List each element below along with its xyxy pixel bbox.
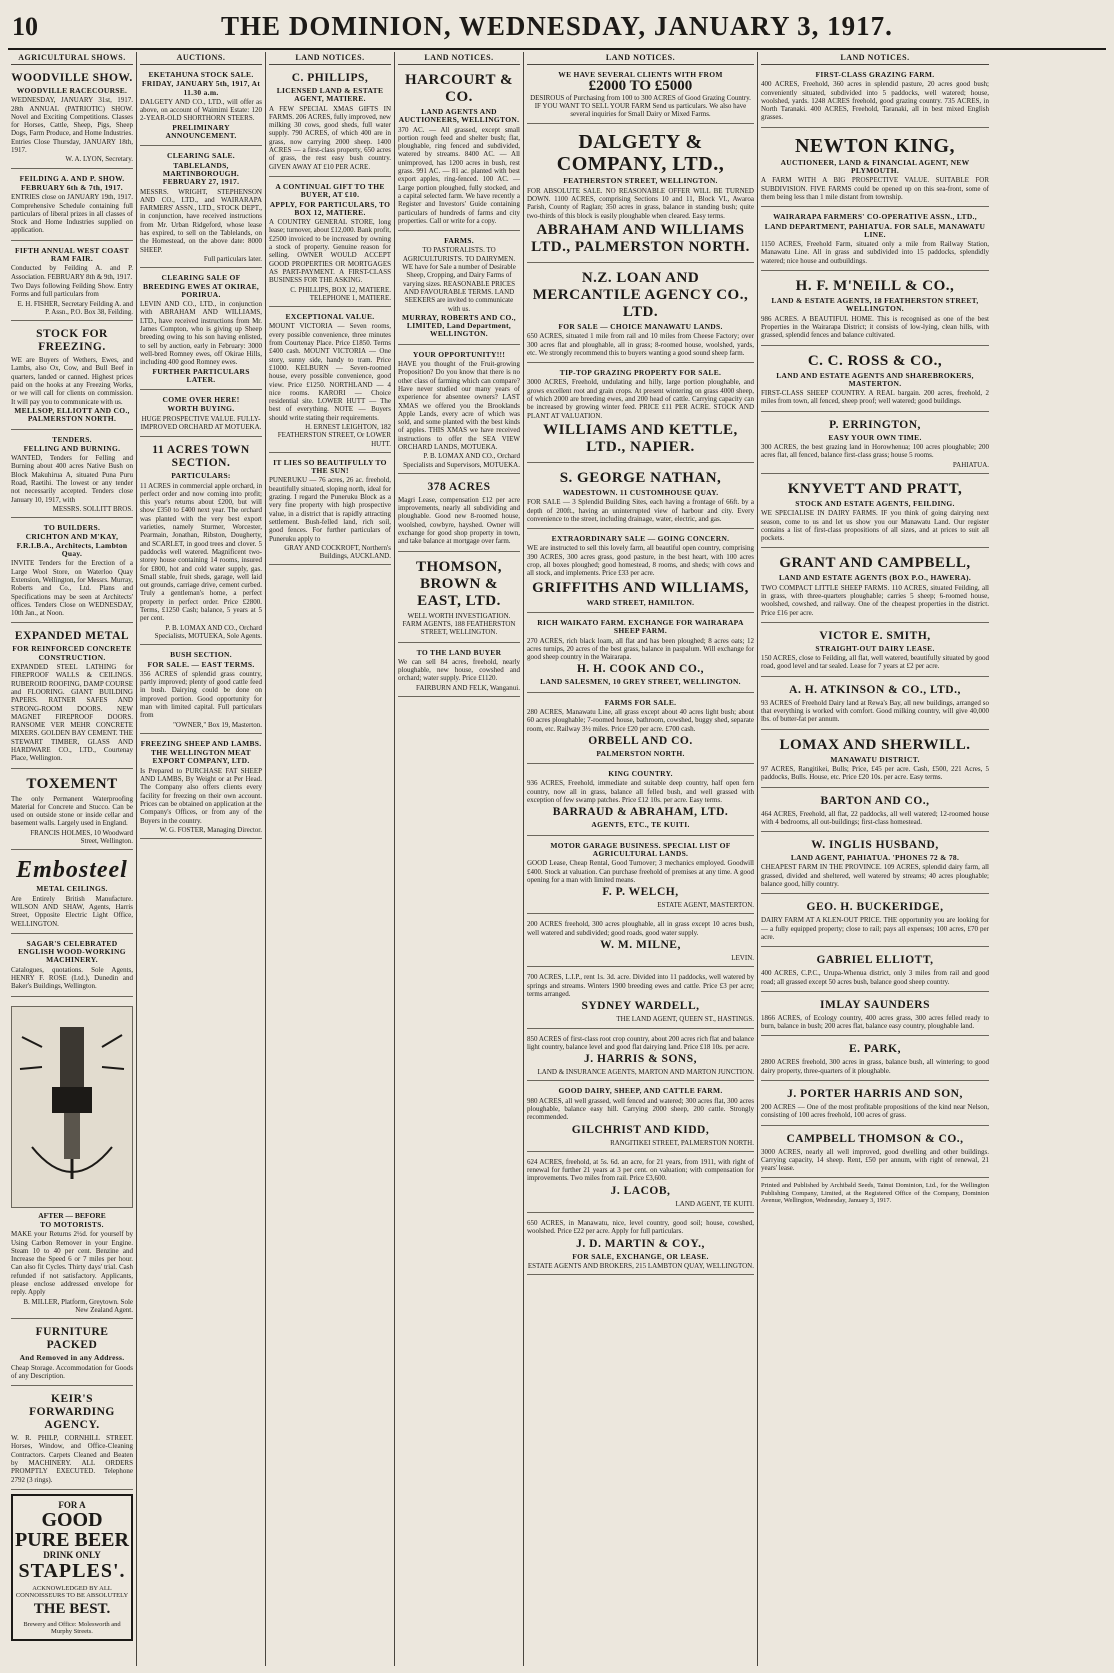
ad-subheading: LAND AGENT, PAHIATUA. 'PHONES 72 & 78.	[790, 853, 960, 863]
ad-body: MAKE your Returns 2½d. for yourself by Using Carbon Remover in your Engine. Steam 10 to 40 per cent. Benzine and Increase the Speed 6 or 7 miles per hour. Can also fit Cycles. Thirty days' trial. Cash refunded if not satisfactory. Applicants, please enclose addressed envelope for reply. Apply	[11, 1230, 133, 1297]
ad-body: Cheap Storage. Accommodation for Goods of any Description.	[11, 1363, 133, 1380]
ad-heading: TO BUILDERS.	[43, 523, 101, 533]
ad-thomson-brown-east	[398, 555, 520, 643]
ad-body: DESIROUS of Purchasing from 100 to 300 ACRES of Good Grazing Country. IF YOU WANT TO SELL YOUR FARM Send us particulars. We also have several inquiries for Small Dairy or Mixed Farms.	[530, 93, 751, 119]
ad-exceptional-value	[269, 310, 391, 453]
ad-subheading: LAND AND ESTATE AGENTS (BOX P.O., HAWERA).	[778, 573, 972, 583]
ad-body: DALGETY AND CO., LTD., will offer as above, on account of Waimimi Estate: 120 2-YEAR-OLD SHORTHORN STEERS.	[140, 97, 262, 123]
ad-furniture-packed	[11, 1322, 133, 1386]
ad-embosteel	[11, 853, 133, 933]
ad-signature: PRELIMINARY ANNOUNCEMENT.	[165, 122, 237, 141]
ad-wairarapa-farmers	[761, 210, 989, 271]
beer-line-6: THE BEST.	[33, 1600, 111, 1617]
ad-subheading: THE WELLINGTON MEAT EXPORT COMPANY, LTD.	[151, 748, 251, 766]
ad-clearing-sale-tablelands	[140, 149, 262, 268]
ad-first-class-grazing	[761, 68, 989, 128]
ad-378-acres	[398, 477, 520, 552]
ad-body: FOR SALE — 3 Splendid Building Sites, each having a frontage of 66ft. by a depth of 200ft., having an uninterrupted view of harbour and city. Every convenience to the street, including drainage, water, electric, and gas.	[527, 498, 754, 523]
ad-heading: LOMAX AND SHERWILL.	[779, 736, 971, 753]
ad-to-the-land-buyer	[398, 646, 520, 697]
ad-body: 624 ACRES, freehold, at 5s. 6d. an acre, for 21 years, from 1911, with right of renewal for further 21 years at 3 per cent. on valuation; with compensation for improvements. Two miles from rail. Price £3,600.	[527, 1157, 754, 1183]
ad-town-section	[140, 440, 262, 645]
ad-body: 464 ACRES, Freehold, all flat, 22 paddocks, all well watered; 12-roomed house with 4 bedrooms, all out-buildings; first-class homestead.	[761, 809, 989, 826]
ad-your-opportunity	[398, 348, 520, 474]
ad-signature: ABRAHAM AND WILLIAMS LTD., PALMERSTON NORTH.	[531, 221, 750, 255]
ad-body: 356 ACRES of splendid grass country, partly improved; plenty of good cattle feed in bush. Dairying could be done on improved portion. Good opportunity for man with limited capital. Full particulars from	[140, 669, 262, 720]
ad-body: A FEW SPECIAL XMAS GIFTS IN FARMS. 206 ACRES, fully improved, new milking 30 cows, good sheds, full water supply. 790 ACRES, of which 400 are in grass, now carrying 2000 sheep. 1400 ACRES — a first-class property, 650 acres of grass, the rest easy bush country. GIVEN AWAY AT £10 PER ACRE.	[269, 104, 391, 171]
ad-signature: MESSRS. SOLLITT BROS.	[52, 504, 133, 513]
plug-hex	[52, 1087, 92, 1113]
ad-grant-campbell	[761, 551, 989, 622]
ad-come-over-here	[140, 393, 262, 437]
ad-subheading: LICENSED LAND & ESTATE AGENT, MATIERE.	[276, 86, 384, 104]
column-header: AGRICULTURAL SHOWS.	[11, 52, 133, 65]
ad-e-park	[761, 1039, 989, 1081]
ad-heading: 378 ACRES	[427, 480, 491, 493]
ad-heading: P. ERRINGTON,	[829, 418, 921, 431]
ad-subheading: MANAWATU DISTRICT.	[830, 754, 920, 764]
ad-body: WE are instructed to sell this lovely farm, all beautiful open country, comprising 390 ACRES, 300 acres grass, good pasture, in the best heart, with 100 acres crop, all boxes ploughed; good homestead, 8 rooms, and sheds; with cows and all stock, and implements. Price £33 per acre.	[527, 544, 754, 578]
beer-line-3: DRINK ONLY	[43, 1549, 101, 1560]
ad-heading: E. PARK,	[848, 1043, 902, 1056]
ad-body: INVITE Tenders for the Erection of a Large Wool Store, on Waterloo Quay Extension, Wellington, for Messrs. Murray, Roberts and Co., Ltd. Plans and Specifications may be seen at Architects' offices. Tenders Close on WEDNESDAY, 10th Jan., at Noon.	[11, 559, 133, 618]
ad-signature: GRAY AND COCKROFT, Northern's Buildings, AUCKLAND.	[284, 543, 391, 561]
ad-freezing-sheep	[140, 737, 262, 839]
ad-griffiths-williams	[527, 532, 754, 613]
ad-nz-loan	[527, 266, 754, 363]
beer-line-4: STAPLES'.	[18, 1559, 126, 1582]
ad-heading: FREEZING SHEEP AND LAMBS.	[140, 738, 262, 748]
ad-heading: J. LACOB,	[610, 1184, 671, 1197]
ad-atkinson	[761, 680, 989, 730]
ad-signature: AGENTS, ETC., TE KUITI.	[591, 820, 690, 830]
ad-sydney-wardell	[527, 970, 754, 1028]
column-land-notices-1	[266, 52, 395, 1666]
ad-body: WELL WORTH INVESTIGATION. FARM AGENTS, 188 FEATHERSTON STREET, WELLINGTON.	[402, 611, 516, 637]
ad-body: MOUNT VICTORIA — Seven rooms, every possible convenience, three minutes from Courtenay Place. Price £1850. Terms £400 cash. MOUNT VICTORIA — One story, sunny side, handy to tram. Price £1000. KELBURN — Seven-roomed house, every possible convenience, good view. Price £1250. NORTHLAND — 4 nice rooms. KARORI — Choice residential site. LOWER HUTT — The best of everything. NOTE — Buyers should write stating their requirements.	[269, 322, 391, 422]
ad-heading: EXCEPTIONAL VALUE.	[285, 312, 375, 322]
ad-body: A FARM WITH A BIG PROSPECTIVE VALUE. SUITABLE FOR SUBDIVISION. FIVE FARMS could be opened up on this sea-front, some of them being less than 1 mile distant from township.	[761, 176, 989, 201]
ad-subheading: Conducted by Feilding A. and P. Association. FEBRUARY 8th & 9th, 1917.	[11, 264, 133, 281]
column-header: LAND NOTICES.	[527, 52, 754, 65]
ad-body: A COUNTRY GENERAL STORE, long lease; turnover, about £12,000. Bank profit, £2500 invoiced to be increased by owning a stock of property. Genuine reason for selling. OWNER WOULD ACCEPT GOOD PROPERTIES OR MORTGAGES AS PART-PAYMENT. A FIRST-CLASS BUSINESS FOR THE ASKING.	[269, 218, 391, 285]
ad-to-motorists	[11, 1000, 133, 1320]
ad-subheading: EASY YOUR OWN TIME.	[828, 432, 922, 442]
ad-body: 650 ACRES, situated 1 mile from rail and 10 miles from Cheese Factory; over 300 acres flat and ploughable, all in grass; 8-roomed house, woolshed, yards, etc. We strongly recommend this to buyers wanting a good sound sheep farm.	[527, 332, 754, 357]
ad-signature: FAIRBURN AND FELK, Wanganui.	[416, 683, 520, 692]
ad-heading: J. HARRIS & SONS,	[584, 1053, 697, 1066]
ad-ram-fair	[11, 244, 133, 321]
ad-heading: CLEARING SALE OF BREEDING EWES AT OKIRAE, PORIRUA.	[142, 273, 260, 299]
ad-subheading: WADESTOWN. 11 CUSTOMHOUSE QUAY.	[562, 487, 719, 497]
ad-inglis-husband	[761, 835, 989, 894]
ad-signature: W. A. LYON, Secretary.	[65, 155, 133, 164]
ad-subheading: FELLING AND BURNING.	[23, 443, 121, 453]
ad-buckeridge	[761, 897, 989, 947]
ad-clearing-sale-okirae	[140, 271, 262, 390]
ad-subheading: FOR SALE, EXCHANGE, OR LEASE.	[572, 1251, 709, 1261]
ad-heading: WAIRARAPA FARMERS' CO-OPERATIVE ASSN., LTD.,	[773, 212, 977, 222]
ad-heading: GRANT AND CAMPBELL,	[779, 555, 971, 572]
ad-body: 3000 ACRES, nearly all well improved, good dwelling and other buildings. Carrying capacity, 14 sheep. Rent, £50 per annum, with right of renewal, 21 years' lease.	[761, 1147, 989, 1173]
ad-body: 986 ACRES. A BEAUTIFUL HOME. This is recognised as one of the best Properties in the Wairarapa District; it consists of low-lying, clean hills, with grassed, splendid fences and balance cultivated.	[761, 314, 989, 340]
ad-heading: EKETAHUNA STOCK SALE.	[148, 70, 254, 79]
ad-h-f-mneill	[761, 274, 989, 345]
column-header: LAND NOTICES.	[269, 52, 391, 65]
ad-signature: WILLIAMS AND KETTLE, LTD., NAPIER.	[543, 421, 738, 455]
ad-heading: GABRIEL ELLIOTT,	[816, 954, 934, 967]
ad-body: The only Permanent Waterproofing Material for Concrete and Stucco. Can be used on outside stone or inside cellar and basement walls. Largely used in England.	[11, 794, 133, 828]
columns	[8, 52, 1106, 1666]
ad-subheading: LAND & ESTATE AGENTS, 18 FEATHERSTON STREET, WELLINGTON.	[771, 296, 979, 314]
ad-signature: LAND AGENT, TE KUITI.	[675, 1199, 754, 1208]
ad-heading: TO THE LAND BUYER	[416, 647, 502, 657]
ad-barton	[761, 791, 989, 833]
ad-h-h-cook	[527, 616, 754, 693]
ad-c-phillips	[269, 68, 391, 177]
beer-line-2: GOOD PURE BEER	[15, 1508, 129, 1551]
ad-signature: LAND & INSURANCE AGENTS, MARTON AND MARTON JUNCTION.	[537, 1068, 754, 1077]
ad-heading: FARMS.	[444, 236, 474, 246]
ad-subheading: CRICHTON AND M'KAY, F.R.I.B.A., Architects, Lambton Quay.	[16, 532, 128, 559]
ad-signature: LEVIN.	[731, 954, 754, 963]
ad-subheading: PARTICULARS:	[171, 471, 231, 481]
ad-subheading: LAND AGENTS AND AUCTIONEERS, WELLINGTON.	[398, 107, 520, 125]
ad-subheading: KING COUNTRY.	[608, 769, 673, 779]
ad-heading: KNYVETT AND PRATT,	[787, 480, 963, 497]
ad-signature: FRANCIS HOLMES, 10 Woodward Street, Wellington.	[30, 828, 133, 846]
ad-gabriel-elliott	[761, 950, 989, 992]
ad-body: TO PASTORALISTS. TO AGRICULTURISTS. TO DAIRYMEN. WE have for Sale a number of Desirable Sheep, Cropping, and Dairy Farms of varying sizes. REASONABLE PRICES AND FAVOURABLE TERMS. LAND SEEKERS are invited to communicate with us.	[402, 246, 516, 313]
ad-signature: P. B. LOMAX AND CO., Orchard Specialists and Supervisors, MOTUEKA.	[403, 452, 520, 469]
ad-signature: RANGITIKEI STREET, PALMERSTON NORTH.	[610, 1138, 754, 1147]
ad-heading: GEO. H. BUCKERIDGE,	[806, 901, 944, 914]
ad-body: 97 ACRES, Rangitikei, Bulls; Price, £45 per acre. Cash, £500, 221 Acres, 5 paddocks, Bulls. House, etc. Price £20 10s. per acre. Easy terms.	[761, 764, 989, 782]
ad-subheading: RICH WAIKATO FARM. EXCHANGE FOR WAIRARAPA SHEEP FARM.	[537, 617, 744, 636]
column-agricultural-shows	[8, 52, 137, 1666]
ad-lomax-sherwill	[761, 733, 989, 788]
ad-heading: TOXEMENT	[26, 775, 118, 792]
ad-heading: STOCK FOR FREEZING.	[36, 328, 108, 354]
ad-signature: PALMERSTON NORTH.	[596, 748, 685, 758]
column-header: LAND NOTICES.	[761, 52, 989, 65]
ad-body: 11 ACRES in commercial apple orchard, in perfect order and now coming into profit; this year's returns about £200, but will show £350 to £400 next year. The orchard was planted with the very best export varieties, namely Sturmer, Worcester, Pearmain, Jonathan, Ribston, Dougherty, and SCARLET, in good trees and clover. 5 paddocks well watered. Magnificent two-storey house containing 14 rooms, insured for £800, hot and cold water supply, gas. Small stable, fruit sheds, garage, well laid out grounds, carriage drive, cement curbed. Truly a gentleman's home, a perfect property in perfect order. Price £2800. Terms, £1250 Cash; balance, 5 years at 5 per cent.	[140, 481, 262, 623]
ad-w-m-milne	[527, 917, 754, 967]
ad-body: 270 ACRES, rich black loam, all flat and has been ploughed; 8 acres oats; 12 acres turnips, 20 acres of the best grass, balance in paspalum. Will exchange for good sheep country in the Wairarapa.	[527, 636, 754, 662]
ad-heading: N.Z. LOAN AND MERCANTILE AGENCY CO., LTD.	[532, 269, 749, 320]
ad-subheading: FARMS FOR SALE.	[604, 697, 677, 707]
ad-expanded-metal	[11, 626, 133, 768]
ad-heading: TO MOTORISTS.	[40, 1219, 104, 1229]
ad-body: Are Entirely British Manufacture. WILSON AND SHAW, Agents, Harris Street, Opposite Electric Light Office, WELLINGTON.	[11, 894, 133, 928]
ad-heading: Embosteel	[16, 857, 128, 884]
ad-knyvett-pratt	[761, 477, 989, 548]
ad-signature: P. B. LOMAX AND CO., Orchard Specialists, MOTUEKA, Sole Agents.	[154, 623, 262, 640]
ad-signature: MURRAY, ROBERTS AND CO., LIMITED, Land Department, WELLINGTON.	[402, 312, 516, 339]
ad-heading: NEWTON KING,	[794, 134, 956, 157]
ad-heading: YOUR OPPORTUNITY!!!	[412, 349, 506, 359]
column-land-notices-3	[524, 52, 758, 1666]
ad-body: 93 ACRES of Freehold Dairy land at Rewa's Bay, all new buildings, arranged so that everything is worked with comfort. Good milking country, will give 40,000 lbs. of butter-fat per annum.	[761, 698, 989, 724]
ad-staples-beer	[11, 1494, 133, 1641]
beer-line-7: Brewery and Office: Molesworth and Murphy Streets.	[23, 1620, 121, 1635]
ad-body: 650 ACRES, in Manawatu, nice, level country, good soil; house, cowshed, woolshed. Price £22 per acre. Apply for full particulars.	[527, 1219, 754, 1236]
ad-subheading: FOR SALE. — EAST TERMS.	[147, 659, 255, 669]
ad-heading: C. PHILLIPS,	[291, 72, 369, 84]
ad-heading: SAGAR'S CELEBRATED ENGLISH WOOD-WORKING MACHINERY.	[18, 938, 126, 965]
ad-porter-harris	[761, 1084, 989, 1126]
ad-heading: BUSH SECTION.	[170, 650, 232, 660]
ad-j-harris	[527, 1032, 754, 1082]
ad-heading: J. D. MARTIN & COY.,	[576, 1237, 705, 1250]
ad-body: W. R. PHILP, CORNHILL STREET. Horses, Window, and Office-Cleaning Contractors. Carpets Cleaned and Beaten by MACHINERY. ALL ORDERS PROMPTLY EXECUTED. Telephone 2792 (3 rings).	[11, 1434, 133, 1484]
ad-body: 150 ACRES, close to Feilding, all flat, well watered, beautifully situated by good road, good level and tar sealed. Lease for 7 years at £2 per acre.	[761, 654, 989, 671]
column-header: LAND NOTICES.	[398, 52, 520, 65]
ad-heading: HARCOURT & CO.	[405, 72, 513, 105]
ad-signature: "OWNER," Box 19, Masterton.	[173, 720, 262, 729]
ad-body: 850 ACRES of first-class root crop country, about 200 acres rich flat and balance light country, balance level and good flat dairying land. Price £18 10s. per acre.	[527, 1034, 754, 1051]
ad-to-builders	[11, 521, 133, 623]
ad-body: GOOD Lease, Cheap Rental, Good Turnover; 3 mechanics employed. Goodwill £400. Stock at valuation. Can purchase freehold of premises at any time. A good opening for a man with limited means.	[527, 859, 754, 884]
ad-body: LEVIN AND CO., LTD., in conjunction with ABRAHAM AND WILLIAMS, LTD., have received instructions from Mr. James Compton, who is giving up Sheep breeding owing to his son having enlisted, to sell by auction, early in February: 3000 well-bred Romney ewes, off Okirae Hills, including 400 good Romney ewes.	[140, 300, 262, 367]
ad-heading: DALGETY & COMPANY, LTD.,	[556, 131, 725, 176]
ad-body: 370 AC. — All grassed, except small portion rough feed and shelter bush; flat, ploughable, ring fenced and subdivided, watered by streams. 8400 AC. — All unimproved, has 1200 acres in bush, rest grass. 991 AC. — 81 ac. planted with best export apples, ring-fenced. 100 AC. — Large portion ploughed, fully stocked, and a capital selected farm. We have recently a Register and Investors' Guide containing particulars of hundreds of farms and city properties. Call or write for a copy.	[398, 125, 520, 225]
ad-subheading: LAND AND ESTATE AGENTS AND SHAREBROKERS, MASTERTON.	[776, 370, 974, 388]
ad-signature: Full particulars later.	[203, 254, 262, 263]
ad-body: WE are Buyers of Wethers, Ewes, and Lambs, also Ox, Cow, and Bull Beef in quarters, landed or canned. Highest prices paid on the hooks at any Freezing Works, or we will call for clients on commission. It will pay you to communicate with us.	[11, 356, 133, 406]
ad-signature: E. H. FISHER, Secretary Feilding A. and P. Assn., P.O. Box 38, Feilding.	[17, 299, 133, 316]
ad-heading: W. M. MILNE,	[600, 939, 681, 952]
ad-feilding-show	[11, 172, 133, 241]
ad-heading: EXPANDED METAL	[14, 630, 130, 643]
ad-heading: BARRAUD & ABRAHAM, LTD.	[552, 806, 729, 819]
ad-heading: J. PORTER HARRIS AND SON,	[787, 1088, 963, 1100]
ad-heading: CLEARING SALE.	[167, 151, 235, 161]
ad-heading: IMLAY SAUNDERS	[820, 998, 930, 1011]
ad-subheading: METAL CEILINGS.	[36, 884, 108, 894]
ad-heading: C. C. ROSS & CO.,	[807, 352, 943, 369]
ad-body: HAVE you thought of the Fruit-growing Proposition? Do you know that there is no other class of farming which can compare? Have never studied our many years of experience for absentee owners? LAST XMAS we offered you the Brooklands Apple Lands, every acre of which was sold, and some planted with the best kinds of apples. THIS XMAS we have received instructions to offer the SEA VIEW ORCHARD LANDS, MOTUEKA.	[398, 360, 520, 451]
ad-body: EXPANDED STEEL LATHING for FIREPROOF WALLS & CEILINGS. RUBEROID ROOFING, DAMP COURSE and FLOORING. GIANT BUILDING PAPERS. RATNER SAFES AND STRONG-ROOM DOORS. NEW MAGNET FIREPROOF DOORS. RANSOME VER MEHR CONCRETE MIXERS. GOLDEN BAY CEMENT. THE STEWART TIMBER, GLASS AND HARDWARE CO., LTD., Courtenay Place, Wellington.	[11, 663, 133, 763]
ad-body: 3000 ACRES, Freehold, undulating and hilly, large portion ploughable, and grows excellent root and grain crops. At present wintering on grass 4000 sheep, of which 2000 are breeding ewes, and 200 head of cattle. Carrying capacity can be increased by growing winter feed. PRICE £11 PER ACRE. STOCK AND PLANT AT VALUATION.	[527, 378, 754, 420]
ad-stock-for-freezing	[11, 324, 133, 429]
page-number: 10	[12, 12, 38, 41]
ad-body: FIRST-CLASS SHEEP COUNTRY. A REAL bargain. 200 acres, freehold, 2 miles from town, all fenced, sheep proof; well watered; good buildings.	[761, 389, 989, 406]
column-header: AUCTIONS.	[140, 52, 262, 65]
ad-heading: WE HAVE SEVERAL CLIENTS WITH FROM	[558, 70, 723, 79]
ad-body: MESSRS. WRIGHT, STEPHENSON AND CO., LTD., and WAIRARAPA FARMERS' ASSN., LTD., STOCK DEPT., in conjunction, have received instructions from Mr. Urban Ridgeford, whose lease has expired, to sell on the Tablelands, on the Homestead, on the above date: 8000 SHEEP.	[140, 187, 262, 254]
ad-heading: H. H. COOK AND CO.,	[576, 663, 705, 676]
ad-subheading: TABLELANDS, MARTINBOROUGH. FEBRUARY 27, 1917.	[162, 160, 240, 187]
ad-subheading: WOODVILLE RACECOURSE.	[16, 86, 128, 95]
ad-body: 280 ACRES, Manawatu Line, all grass except about 40 acres light bush; about 60 acres ploughable; 7-roomed house, bathroom, cowshed, buggy shed, separate room, etc. Railway 3½ miles. Price £20 per acre. £700 cash.	[527, 707, 754, 733]
ad-victor-smith	[761, 626, 989, 677]
ad-signature: ESTATE AGENTS AND BROKERS, 215 LAMBTON QUAY, WELLINGTON.	[527, 1261, 754, 1270]
ad-body: 400 ACRES, Freehold, 360 acres in splendid pasture, 20 acres good bush; conveniently situated, subdivided into 5 paddocks, well watered; house, woolshed, yards. 1248 ACRES freehold, good grazing country. 735 ACRES, in North Taranaki. 400 ACRES, Freehold, Taranaki, all in best mixed English grasses.	[761, 80, 989, 122]
ad-sagars-machinery	[11, 937, 133, 997]
column-land-notices-2	[395, 52, 524, 1666]
ad-body: 700 ACRES, L.I.P., rent 1s. 3d. acre. Divided into 11 paddocks, well watered by springs and streams. Winters 1900 breeding ewes and cattle. Price £3 per acre; terms arranged.	[527, 973, 754, 998]
illustration-caption: AFTER — BEFORE	[38, 1210, 106, 1220]
spark-plug-illustration	[11, 1006, 133, 1208]
ad-heading: WOODVILLE SHOW.	[11, 72, 133, 84]
ad-signature: H. ERNEST LEIGHTON, 182 FEATHERSTON STREET, Or LOWER HUTT.	[277, 422, 391, 448]
ad-dalgety	[527, 127, 754, 262]
ad-body: 200 ACRES freehold, 300 acres ploughable, all in grass except 10 acres bush, well watered and subdivided; good roads, good water supply.	[527, 920, 754, 937]
ad-signature: PAHIATUA.	[952, 460, 989, 469]
ad-subheading: And Removed in any Address.	[19, 1353, 125, 1363]
ad-heading: FURNITURE PACKED	[35, 1326, 109, 1352]
spark-plug-drawing	[12, 1007, 132, 1207]
ad-body: 200 ACRES — One of the most profitable propositions of the kind near Nelson, consisting of 100 acres freehold, 100 acres of grass.	[761, 1103, 989, 1120]
ad-body: 980 ACRES, all well grassed, well fenced and watered; 300 acres flat, 300 acres ploughable, balance easy hill. Carrying 2000 sheep, 200 cattle. Strongly recommended.	[527, 1096, 754, 1122]
ad-heading: VICTOR E. SMITH,	[819, 629, 931, 642]
ad-harcourt	[398, 68, 520, 231]
ad-signature: FURTHER PARTICULARS LATER.	[152, 366, 250, 384]
ad-barraud-abraham	[527, 767, 754, 835]
ad-body: 1150 ACRES, Freehold Farm, situated only a mile from Railway Station, Manawatu Line. All in grass and subdivided into 15 paddocks, splendidly watered; nice house and outbuildings.	[761, 240, 989, 265]
ad-body: Is Prepared to PURCHASE FAT SHEEP AND LAMBS, By Weight or at Per Head. The Company also offers clients every facility for freezing on their own account. Prices can be obtained on application at the Company's Offices, or from any of the Buyers in the country.	[140, 766, 262, 825]
ad-p-errington	[761, 415, 989, 474]
plug-insulator	[60, 1027, 84, 1087]
ad-heading: IT LIES SO BEAUTIFULLY TO THE SUN!	[273, 457, 387, 476]
ad-f-p-welch	[527, 839, 754, 915]
ad-subheading: FRIDAY, JANUARY 5th, 1917, At 11.30 a.m.	[141, 79, 261, 97]
newspaper-title: THE DOMINION, WEDNESDAY, JANUARY 3, 1917.	[221, 11, 893, 41]
ad-body: FOR ABSOLUTE SALE. NO REASONABLE OFFER WILL BE TURNED DOWN. 1100 ACRES, comprising Sections 10 and 11, Block VI., Awaroa Parish, County of Raglan; 350 acres in grass, balance in standing bush; quite two-thirds of this block is easily ploughable when cleared. Easy terms.	[527, 186, 754, 220]
ad-heading: TIP-TOP GRAZING PROPERTY FOR SALE.	[559, 368, 722, 378]
ad-heading: W. INGLIS HUSBAND,	[811, 839, 939, 852]
ad-c-c-ross	[761, 349, 989, 412]
ad-heading: CAMPBELL THOMSON & CO.,	[786, 1132, 964, 1145]
ad-body: 936 ACRES, Freehold, immediate and suitable deep country, half open fern country, now all in grass, balance all felled bush, and well grassed with exception of few swamp patches. Price £12 10s. per acre. Easy terms.	[527, 779, 754, 805]
ad-amount: £2000 TO £5000	[588, 78, 693, 95]
ad-subheading: STRAIGHT-OUT DAIRY LEASE.	[815, 643, 935, 653]
ad-eketahuna-stock-sale	[140, 68, 262, 146]
ad-heading: THOMSON, BROWN & EAST, LTD.	[415, 558, 503, 609]
ad-subheading: APPLY, FOR PARTICULARS, TO BOX 12, MATIERE.	[269, 199, 391, 217]
ad-body: 400 ACRES, C.P.C., Urupa-Whenua district, only 3 miles from rail and good road; all grassed except 50 acres bush, balance good sheep country.	[761, 969, 989, 986]
ad-heading: 11 ACRES TOWN SECTION.	[152, 444, 250, 470]
ad-newton-king	[761, 131, 989, 207]
ad-body: Two Days following Feilding Show. Entry Forms and full particulars from	[11, 281, 133, 299]
ad-heading: FIFTH ANNUAL WEST COAST RAM FAIR.	[15, 245, 129, 264]
column-land-notices-4	[758, 52, 992, 1666]
ad-subheading: STOCK AND ESTATE AGENTS, FEILDING.	[795, 498, 955, 508]
plug-thread	[64, 1113, 80, 1159]
ad-body: WEDNESDAY, JANUARY 31st, 1917. 28th ANNUAL (PATRIOTIC) SHOW. Novel and Exciting Competitions. Classes for Horses, Cattle, Sheep, Pigs, Sheep Dogs, Farm Produce, and Home Industries. Entries Close Thursday, JANUARY 18th, 1917.	[11, 96, 133, 155]
ad-imlay-saunders	[761, 995, 989, 1037]
ad-continual-gift	[269, 180, 391, 307]
ad-heading: A CONTINUAL GIFT TO THE BUYER, AT £10.	[275, 181, 385, 200]
ad-subheading: EXTRAORDINARY SALE — GOING CONCERN.	[551, 534, 730, 544]
ad-body: We can sell 84 acres, freehold, nearly ploughable, new house, cowshed and orchard; water supply. Price £1120.	[398, 657, 520, 683]
ad-bush-section	[140, 648, 262, 734]
ad-signature: MELLSOP, ELLIOTT AND CO., PALMERSTON NORTH.	[14, 405, 130, 424]
ad-subheading: FEATHERSTON STREET, WELLINGTON.	[563, 176, 718, 186]
ad-j-d-martin	[527, 1216, 754, 1275]
ad-subheading: MOTOR GARAGE BUSINESS. SPECIAL LIST OF AGRICULTURAL LANDS.	[550, 840, 731, 858]
ad-subheading: WORTH BUYING.	[167, 404, 235, 414]
ad-signature: C. PHILLIPS, BOX 12, MATIERE. TELEPHONE 1, MATIERE.	[290, 285, 391, 302]
ad-orbell	[527, 696, 754, 764]
ad-heading: ORBELL AND CO.	[588, 734, 693, 747]
ad-subheading: FEBRUARY 6th & 7th, 1917.	[21, 182, 123, 192]
ad-heading: FEILDING A. AND P. SHOW.	[19, 173, 125, 183]
ad-body: 2800 ACRES freehold, 300 acres in grass, balance bush, all wintering; to good dairy property, three-quarters of it ploughable.	[761, 1058, 989, 1075]
ad-signature: W. G. FOSTER, Managing Director.	[159, 825, 262, 834]
ad-heading: GILCHRIST AND KIDD,	[571, 1123, 710, 1136]
ad-body: ENTRIES close on JANUARY 19th, 1917. Comprehensive Schedule containing full particulars of liberal prizes in all classes of Stock and Home Industries supplied on application.	[11, 193, 133, 235]
ad-body: WE SPECIALISE IN DAIRY FARMS. IF you think of going dairying next season, come to us and let us show you our Manawatu Land. Our register contains a list of first-class propositions of all sizes, and at prices to suit all pockets.	[761, 509, 989, 543]
ad-body: Magri Lease, compensation £12 per acre improvements, nearly all subdividing and ploughable. Good new 8-roomed house, woolshed, cowbyre, hayshed. Owner will exchange for good shop property in town, and take balance at mortgage over farm.	[398, 495, 520, 546]
beer-line-5: ACKNOWLEDGED BY ALL CONNOISSEURS TO BE ABSOLUTELY	[15, 1584, 129, 1599]
ad-tenders	[11, 433, 133, 519]
ad-subheading: FOR SALE — CHOICE MANAWATU LANDS.	[558, 321, 723, 331]
ad-heading: BARTON AND CO.,	[820, 794, 930, 807]
ad-subheading: GOOD DAIRY, SHEEP, AND CATTLE FARM.	[558, 1086, 723, 1096]
ad-keirs-forwarding	[11, 1389, 133, 1490]
ad-heading: COME OVER HERE!	[162, 395, 240, 405]
ad-body: WANTED, Tenders for Felling and Burning about 400 acres Native Bush on Block Makuhirua A, situated Puna Puru Road, Raetihi. The lowest or any tender not necessarily accepted. Tenders close January 10, 1917, with	[11, 454, 133, 504]
ad-j-lacob	[527, 1155, 754, 1213]
ad-campbell-thomson	[761, 1129, 989, 1179]
masthead	[8, 6, 1106, 50]
ad-toxement	[11, 772, 133, 851]
ad-body: 1866 ACRES, of Ecology country, 400 acres grass, 300 acres felled ready to burn, balance in bush; 200 acres flat, balance easy country, ploughable land.	[761, 1013, 989, 1031]
ad-heading: TENDERS.	[52, 434, 92, 444]
ad-subheading: AUCTIONEER, LAND & FINANCIAL AGENT, NEW PLYMOUTH.	[780, 157, 970, 176]
ad-heading: H. F. M'NEILL & CO.,	[795, 278, 955, 295]
beer-line-1: FOR A	[58, 1499, 86, 1510]
ad-signature: ESTATE AGENT, MASTERTON.	[657, 901, 754, 910]
ad-heading: KEIR'S FORWARDING AGENCY.	[29, 1393, 115, 1432]
column-auctions	[137, 52, 266, 1666]
ad-lies-beautifully	[269, 456, 391, 566]
ad-heading: A. H. ATKINSON & CO., LTD.,	[789, 683, 961, 696]
ad-signature: WARD STREET, HAMILTON.	[586, 597, 695, 607]
ad-heading: SYDNEY WARDELL,	[581, 1000, 700, 1013]
ad-several-clients	[527, 68, 754, 124]
ad-body: PUNERUKU — 76 acres, 26 ac. freehold, beautifully situated, sloping north, ideal for grazing. I regard the Puneruku Block as a very fine property with high prospective value, in a district that is rapidly attracting settlement. Bush-felled land, rich soil, good fences. For further particulars of Puneruku apply to	[269, 476, 391, 543]
ad-signature: LAND SALESMEN, 10 GREY STREET, WELLINGTON.	[540, 677, 741, 687]
printer-imprint: Printed and Published by Archibald Seeds, Tainui Dominion, Ltd., for the Wellington Publishing Company, Limited, at the Registered Office of the Company, Dominion Avenue, Wellington, Wednesday, January 3, 1917.	[761, 1182, 989, 1205]
ad-woodville-show	[11, 68, 133, 169]
ad-body: DAIRY FARM AT A KLEN-OUT PRICE. THE opportunity you are looking for — a fully equipped property; close to rail; pays all expenses; 100 acres, £70 per acre.	[761, 916, 989, 941]
ad-heading: FIRST-CLASS GRAZING FARM.	[815, 70, 935, 79]
ad-tip-top-grazing	[527, 366, 754, 463]
ad-body: CHEAPEST FARM IN THE PROVINCE. 109 ACRES, splendid dairy farm, all grassed, divided and sheltered, well watered by streams; 40 acres ploughable; balance good, hilly country.	[761, 863, 989, 889]
ad-subheading: FOR REINFORCED CONCRETE CONSTRUCTION.	[12, 644, 132, 662]
ad-farms	[398, 234, 520, 345]
ad-body: HUGE PROSPECTIVE VALUE. FULLY-IMPROVED ORCHARD AT MOTUEKA.	[140, 414, 262, 431]
ad-subheading: LAND DEPARTMENT, PAHIATUA. FOR SALE, MANAWATU LINE.	[764, 221, 986, 239]
ad-gilchrist-kidd	[527, 1084, 754, 1151]
ad-signature: THE LAND AGENT, QUEEN ST., HASTINGS.	[616, 1015, 754, 1024]
ad-heading: F. P. WELCH,	[602, 886, 679, 899]
ad-body: 300 ACRES, the best grazing land in Horowhenua; 100 acres ploughable; 200 acres flat, all fenced, balance first-class grass; house 5 rooms.	[761, 443, 989, 460]
ad-heading: S. GEORGE NATHAN,	[559, 469, 722, 486]
ad-heading: GRIFFITHS AND WILLIAMS,	[532, 579, 749, 596]
ad-s-george-nathan	[527, 466, 754, 529]
ad-body: Catalogues, quotations. Sole Agents, HENRY F. ROSE (Ltd.), Dunedin and Baker's Buildings, Wellington.	[11, 965, 133, 991]
ad-signature: B. MILLER, Platform, Greytown. Sole New Zealand Agent.	[23, 1297, 133, 1314]
ad-body: TWO COMPACT LITTLE SHEEP FARMS. 110 ACRES, situated Feilding, all in grass, with three-quarters ploughable; carries 5 sheep; 6-roomed house, woolshed, cowshed, and railway. One of the cheapest properties in the district. Price £16 per acre.	[761, 583, 989, 617]
